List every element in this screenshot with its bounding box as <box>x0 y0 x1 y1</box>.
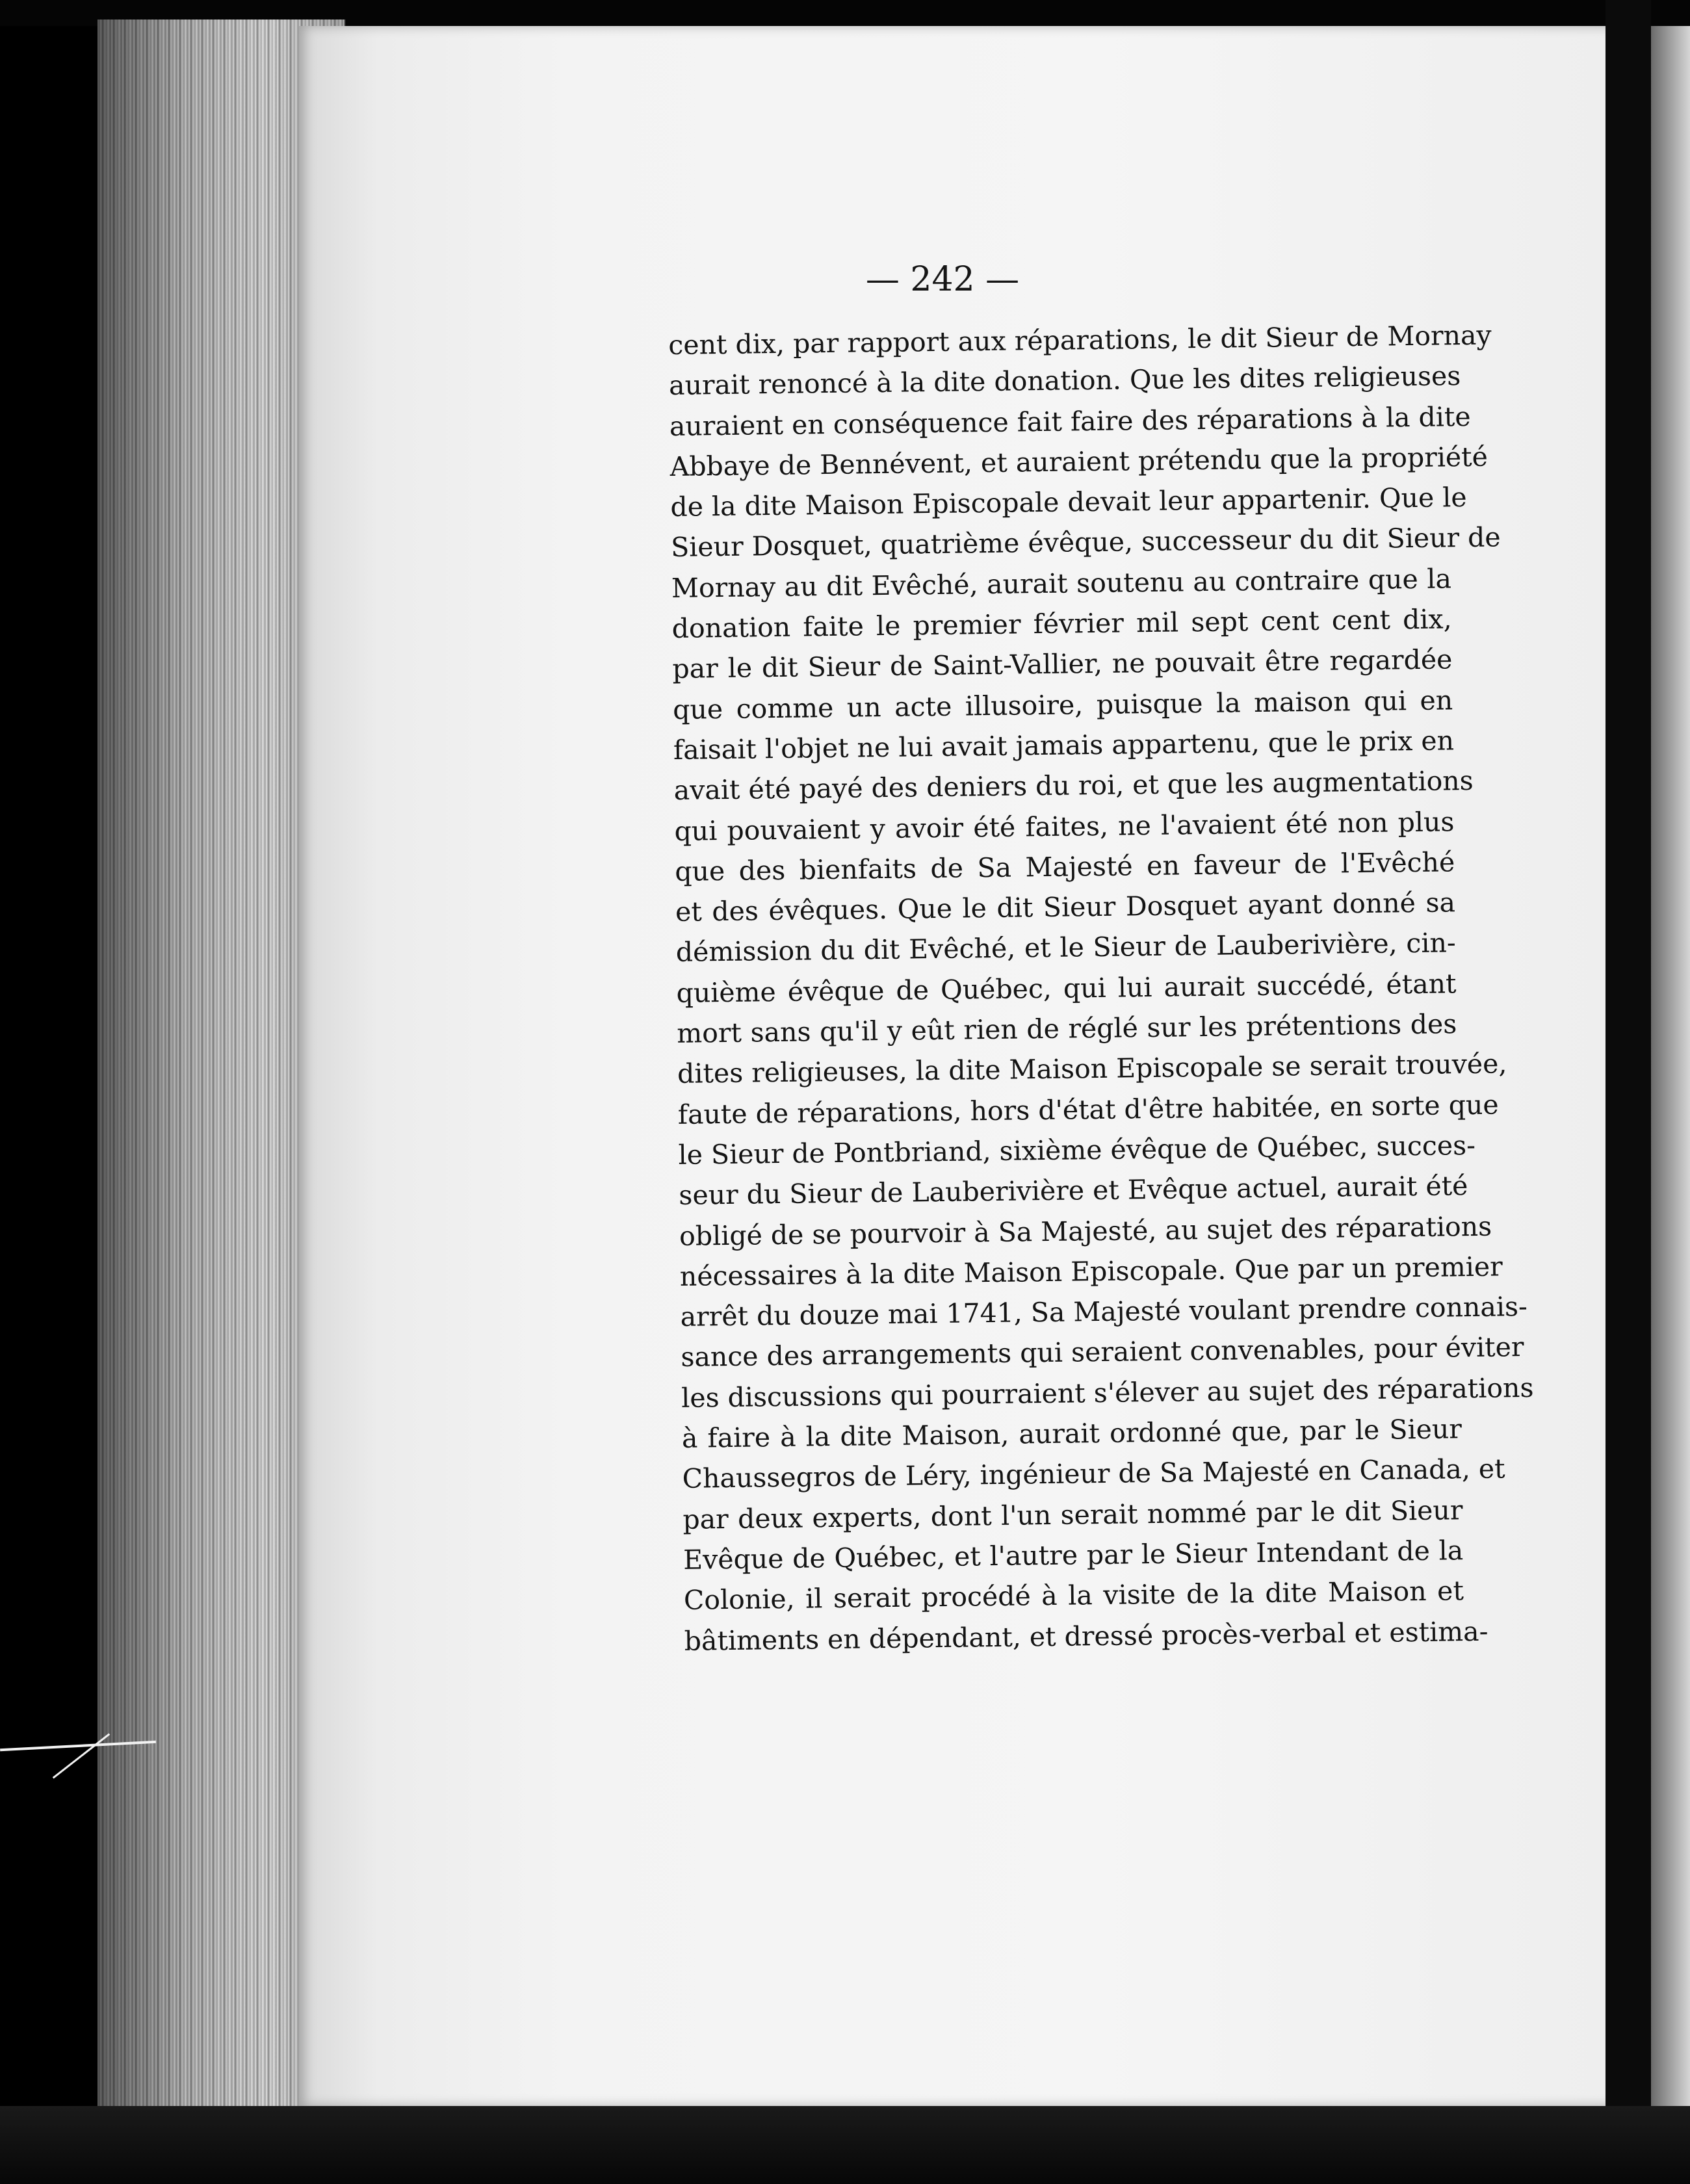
text-line: les discussions qui pourraient s'élever au sujet des réparations <box>681 1372 1534 1414</box>
text-line: cent dix, par rapport aux réparations, le dit Sieur de Mornay <box>668 319 1492 361</box>
text-line: bâtiments en dépendant, et dressé procès-verbal et estima- <box>684 1615 1488 1657</box>
scan-background-bottom <box>0 2106 1690 2184</box>
text-line: Evêque de Québec, et l'autre par le Sieur Intendant de la <box>682 1535 1464 1576</box>
text-line: et des évêques. Que le dit Sieur Dosquet ayant donné sa <box>675 887 1456 928</box>
text-line: démission du dit Evêché, et le Sieur de Lauberivière, cin- <box>675 927 1456 968</box>
text-line: obligé de se pourvoir à Sa Majesté, au sujet des réparations <box>679 1210 1492 1252</box>
text-line: auraient en conséquence fait faire des réparations à la dite <box>669 400 1471 442</box>
binding-gutter <box>1606 0 1651 2184</box>
text-line: par le dit Sieur de Saint-Vallier, ne pouvait être regardée <box>672 644 1453 685</box>
text-line: faute de réparations, hors d'état d'être habitée, en sorte que <box>677 1089 1499 1130</box>
text-line: Chaussegros de Léry, ingénieur de Sa Majesté en Canada, et <box>682 1453 1505 1495</box>
facing-page-edge <box>1651 26 1690 2158</box>
text-line: seur du Sieur de Lauberivière et Evêque actuel, aurait été <box>679 1170 1468 1212</box>
text-line: sance des arrangements qui seraient convenables, pour éviter <box>681 1331 1524 1373</box>
text-line: nécessaires à la dite Maison Episcopale. Que par un premier <box>679 1251 1503 1292</box>
text-line: dites religieuses, la dite Maison Episcopale se serait trouvée, <box>677 1048 1507 1090</box>
text-line: qui pouvaient y avoir été faites, ne l'avaient été non plus <box>674 805 1455 847</box>
text-line: à faire à la dite Maison, aurait ordonné que, par le Sieur <box>681 1413 1462 1454</box>
text-line: que comme un acte illusoire, puisque la maison qui en <box>672 684 1453 725</box>
text-line: Mornay au dit Evêché, aurait soutenu au contraire que la <box>671 563 1452 604</box>
text-line: par deux experts, dont l'un serait nommé par le dit Sieur <box>682 1494 1463 1535</box>
text-line: faisait l'objet ne lui avait jamais appartenu, que le prix en <box>673 725 1455 766</box>
text-line: Sieur Dosquet, quatrième évêque, successeur du dit Sieur de <box>670 521 1501 564</box>
body-text <box>668 315 1534 1661</box>
text-line: que des bienfaits de Sa Majesté en faveur de l'Evêché <box>674 846 1455 887</box>
text-line: avait été payé des deniers du roi, et que les augmentations <box>673 765 1474 807</box>
text-line: aurait renoncé à la dite donation. Que les dites religieuses <box>668 360 1461 402</box>
text-line: de la dite Maison Episcopale devait leur appartenir. Que le <box>670 482 1467 523</box>
text-line: mort sans qu'il y eût rien de réglé sur les prétentions des <box>677 1008 1457 1049</box>
text-line: donation faite le premier février mil sept cent cent dix, <box>671 603 1452 645</box>
text-line: Abbaye de Bennévent, et auraient prétendu que la propriété <box>670 441 1488 482</box>
text-line: arrêt du douze mai 1741, Sa Majesté voulant prendre connais- <box>680 1291 1528 1333</box>
text-line: Colonie, il serait procédé à la visite de la dite Maison et <box>683 1575 1464 1617</box>
page-number: — 242 — <box>865 260 1020 299</box>
text-line: le Sieur de Pontbriand, sixième évêque de Québec, succes- <box>678 1129 1476 1171</box>
text-line: quième évêque de Québec, qui lui aurait succédé, étant <box>676 968 1457 1009</box>
